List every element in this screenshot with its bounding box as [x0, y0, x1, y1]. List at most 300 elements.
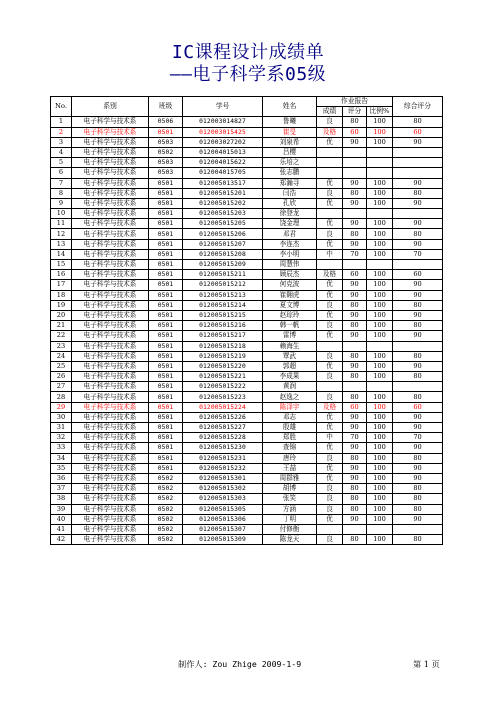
table-row	[51, 219, 443, 229]
cell-name: 郑瀚寻	[263, 178, 317, 188]
cell-total: 60	[393, 127, 443, 137]
table-row	[51, 392, 443, 402]
grades-table	[50, 96, 443, 545]
cell-score: 80	[343, 535, 367, 545]
cell-student-id: 012005015307	[183, 524, 263, 534]
cell-name: 乐培之	[263, 158, 317, 168]
cell-total: 90	[393, 463, 443, 473]
cell-score: 90	[343, 219, 367, 229]
cell-student-id: 012004015622	[183, 158, 263, 168]
cell-total: 90	[393, 331, 443, 341]
cell-grade: 良	[317, 392, 343, 402]
cell-class: 0502	[149, 473, 183, 483]
cell-ratio: 100	[367, 270, 393, 280]
cell-score	[343, 382, 367, 392]
cell-name: 李成果	[263, 372, 317, 382]
table-row	[51, 178, 443, 188]
cell-ratio: 100	[367, 433, 393, 443]
table-row	[51, 188, 443, 198]
table-row	[51, 229, 443, 239]
cell-dept: 电子科学与技术系	[72, 524, 149, 534]
cell-no: 15	[51, 260, 72, 270]
cell-class: 0501	[149, 239, 183, 249]
cell-class: 0506	[149, 117, 183, 127]
cell-name: 付修衡	[263, 524, 317, 534]
cell-grade: 良	[317, 300, 343, 310]
cell-score: 90	[343, 198, 367, 208]
cell-dept: 电子科学与技术系	[72, 514, 149, 524]
cell-student-id: 012005015228	[183, 433, 263, 443]
cell-student-id: 012005015309	[183, 535, 263, 545]
cell-total	[393, 260, 443, 270]
cell-ratio: 100	[367, 198, 393, 208]
cell-dept: 电子科学与技术系	[72, 484, 149, 494]
cell-no: 1	[51, 117, 72, 127]
cell-dept: 电子科学与技术系	[72, 219, 149, 229]
cell-ratio	[367, 209, 393, 219]
cell-name: 刘泉希	[263, 137, 317, 147]
cell-dept: 电子科学与技术系	[72, 382, 149, 392]
cell-no: 37	[51, 484, 72, 494]
cell-class: 0501	[149, 229, 183, 239]
cell-score: 80	[343, 372, 367, 382]
cell-grade: 优	[317, 423, 343, 433]
cell-no: 23	[51, 341, 72, 351]
cell-no: 7	[51, 178, 72, 188]
cell-total: 80	[393, 372, 443, 382]
cell-grade: 优	[317, 473, 343, 483]
cell-grade: 良	[317, 229, 343, 239]
cell-score	[343, 260, 367, 270]
cell-dept: 电子科学与技术系	[72, 423, 149, 433]
cell-ratio: 100	[367, 453, 393, 463]
cell-class: 0501	[149, 341, 183, 351]
cell-name: 殷雄	[263, 423, 317, 433]
cell-score: 90	[343, 137, 367, 147]
cell-dept: 电子科学与技术系	[72, 453, 149, 463]
page-title: IC课程设计成绩单	[171, 42, 325, 63]
cell-grade: 良	[317, 453, 343, 463]
header-dept: 系别	[72, 97, 149, 117]
cell-class: 0501	[149, 321, 183, 331]
cell-no: 3	[51, 137, 72, 147]
cell-total: 90	[393, 310, 443, 320]
cell-score: 90	[343, 412, 367, 422]
cell-no: 24	[51, 351, 72, 361]
cell-dept: 电子科学与技术系	[72, 117, 149, 127]
header-name: 姓名	[263, 97, 317, 117]
cell-total	[393, 168, 443, 178]
cell-dept: 电子科学与技术系	[72, 209, 149, 219]
cell-no: 12	[51, 229, 72, 239]
cell-total	[393, 382, 443, 392]
cell-class: 0501	[149, 453, 183, 463]
cell-ratio	[367, 168, 393, 178]
table-row	[51, 402, 443, 412]
cell-grade: 优	[317, 443, 343, 453]
cell-class: 0501	[149, 372, 183, 382]
cell-dept: 电子科学与技术系	[72, 198, 149, 208]
cell-ratio: 100	[367, 280, 393, 290]
cell-no: 18	[51, 290, 72, 300]
cell-grade: 良	[317, 494, 343, 504]
cell-dept: 电子科学与技术系	[72, 280, 149, 290]
table-row	[51, 412, 443, 422]
cell-grade: 优	[317, 280, 343, 290]
cell-class: 0501	[149, 331, 183, 341]
cell-total: 80	[393, 300, 443, 310]
cell-ratio	[367, 158, 393, 168]
cell-score: 80	[343, 229, 367, 239]
cell-total: 60	[393, 402, 443, 412]
table-row	[51, 158, 443, 168]
page-subtitle: ——电子科学系05级	[169, 64, 327, 85]
cell-name: 崔翱虎	[263, 290, 317, 300]
cell-total	[393, 209, 443, 219]
cell-ratio: 100	[367, 219, 393, 229]
cell-student-id: 012004015013	[183, 147, 263, 157]
cell-class: 0501	[149, 351, 183, 361]
cell-dept: 电子科学与技术系	[72, 392, 149, 402]
cell-name: 徐登龙	[263, 209, 317, 219]
table-row	[51, 372, 443, 382]
table-row	[51, 331, 443, 341]
cell-total: 90	[393, 514, 443, 524]
cell-grade: 良	[317, 372, 343, 382]
cell-ratio: 100	[367, 321, 393, 331]
cell-dept: 电子科学与技术系	[72, 127, 149, 137]
cell-total: 90	[393, 412, 443, 422]
cell-student-id: 012005015212	[183, 280, 263, 290]
header-no: No.	[51, 97, 72, 117]
cell-no: 38	[51, 494, 72, 504]
cell-student-id: 012005015205	[183, 219, 263, 229]
cell-class: 0501	[149, 249, 183, 259]
cell-grade: 良	[317, 535, 343, 545]
cell-ratio: 100	[367, 137, 393, 147]
cell-no: 33	[51, 443, 72, 453]
table-row	[51, 484, 443, 494]
table-row	[51, 321, 443, 331]
cell-name: 陈泽宇	[263, 402, 317, 412]
cell-name: 韩一帆	[263, 321, 317, 331]
cell-grade: 良	[317, 351, 343, 361]
cell-name: 闫浩	[263, 188, 317, 198]
cell-ratio	[367, 524, 393, 534]
table-row	[51, 239, 443, 249]
cell-student-id: 012005015203	[183, 209, 263, 219]
cell-total: 90	[393, 443, 443, 453]
cell-class: 0501	[149, 280, 183, 290]
cell-grade	[317, 524, 343, 534]
cell-class: 0501	[149, 443, 183, 453]
cell-ratio: 100	[367, 484, 393, 494]
cell-ratio: 100	[367, 310, 393, 320]
table-row	[51, 260, 443, 270]
cell-dept: 电子科学与技术系	[72, 310, 149, 320]
cell-name: 唐玲	[263, 453, 317, 463]
cell-total	[393, 341, 443, 351]
cell-dept: 电子科学与技术系	[72, 158, 149, 168]
table-row	[51, 433, 443, 443]
cell-class: 0503	[149, 137, 183, 147]
header-class: 班级	[149, 97, 183, 117]
cell-student-id: 012004015705	[183, 168, 263, 178]
footer-maker: 制作人: Zou Zhige 2009-1-9	[178, 659, 302, 669]
cell-total: 90	[393, 473, 443, 483]
cell-student-id: 012005015214	[183, 300, 263, 310]
cell-no: 17	[51, 280, 72, 290]
cell-total: 90	[393, 280, 443, 290]
cell-name: 何克波	[263, 280, 317, 290]
cell-ratio: 100	[367, 514, 393, 524]
cell-no: 14	[51, 249, 72, 259]
cell-student-id: 012005015220	[183, 361, 263, 371]
cell-student-id: 012005015222	[183, 382, 263, 392]
table-row	[51, 209, 443, 219]
cell-grade: 良	[317, 504, 343, 514]
table-row	[51, 504, 443, 514]
cell-no: 21	[51, 321, 72, 331]
cell-total: 80	[393, 494, 443, 504]
cell-name: 邓志	[263, 412, 317, 422]
cell-total: 90	[393, 198, 443, 208]
cell-name: 丁明	[263, 514, 317, 524]
cell-total	[393, 158, 443, 168]
cell-no: 26	[51, 372, 72, 382]
cell-ratio: 100	[367, 127, 393, 137]
cell-student-id: 012005015231	[183, 453, 263, 463]
cell-grade: 优	[317, 219, 343, 229]
cell-score: 80	[343, 392, 367, 402]
cell-ratio: 100	[367, 423, 393, 433]
cell-student-id: 012005015219	[183, 351, 263, 361]
cell-score: 90	[343, 463, 367, 473]
cell-class: 0501	[149, 412, 183, 422]
cell-dept: 电子科学与技术系	[72, 331, 149, 341]
cell-dept: 电子科学与技术系	[72, 178, 149, 188]
cell-student-id: 012003014827	[183, 117, 263, 127]
cell-no: 42	[51, 535, 72, 545]
cell-student-id: 012005015206	[183, 229, 263, 239]
table-row	[51, 463, 443, 473]
cell-no: 4	[51, 147, 72, 157]
cell-total: 90	[393, 423, 443, 433]
cell-no: 16	[51, 270, 72, 280]
cell-student-id: 012005015202	[183, 198, 263, 208]
cell-name: 周群雅	[263, 473, 317, 483]
cell-student-id: 012005015207	[183, 239, 263, 249]
cell-dept: 电子科学与技术系	[72, 341, 149, 351]
cell-student-id: 012005015303	[183, 494, 263, 504]
cell-total: 80	[393, 188, 443, 198]
cell-ratio: 100	[367, 229, 393, 239]
cell-class: 0502	[149, 494, 183, 504]
cell-dept: 电子科学与技术系	[72, 270, 149, 280]
cell-total: 80	[393, 351, 443, 361]
cell-grade: 中	[317, 433, 343, 443]
table-row	[51, 270, 443, 280]
cell-score: 80	[343, 484, 367, 494]
cell-class: 0502	[149, 484, 183, 494]
cell-name: 陈龙天	[263, 535, 317, 545]
cell-class: 0501	[149, 402, 183, 412]
cell-name: 胡博	[263, 484, 317, 494]
cell-ratio: 100	[367, 402, 393, 412]
grades-table-body	[51, 117, 443, 545]
header-score: 评分	[343, 107, 367, 117]
cell-dept: 电子科学与技术系	[72, 137, 149, 147]
cell-ratio: 100	[367, 473, 393, 483]
cell-name: 查锦	[263, 443, 317, 453]
cell-student-id: 012005015221	[183, 372, 263, 382]
cell-total: 90	[393, 239, 443, 249]
cell-dept: 电子科学与技术系	[72, 290, 149, 300]
cell-name: 邓君	[263, 229, 317, 239]
cell-score: 80	[343, 188, 367, 198]
cell-student-id: 012005015215	[183, 310, 263, 320]
cell-class: 0502	[149, 535, 183, 545]
cell-ratio: 100	[367, 188, 393, 198]
cell-name: 赖海生	[263, 341, 317, 351]
cell-score: 90	[343, 310, 367, 320]
table-row	[51, 514, 443, 524]
cell-student-id: 012005015226	[183, 412, 263, 422]
cell-score: 80	[343, 117, 367, 127]
cell-grade	[317, 260, 343, 270]
cell-class: 0502	[149, 147, 183, 157]
cell-class: 0501	[149, 198, 183, 208]
cell-total: 80	[393, 117, 443, 127]
cell-student-id: 012005015306	[183, 514, 263, 524]
cell-class: 0501	[149, 178, 183, 188]
header-student-id: 学号	[183, 97, 263, 117]
cell-name: 崔旻	[263, 127, 317, 137]
table-row	[51, 280, 443, 290]
cell-dept: 电子科学与技术系	[72, 504, 149, 514]
cell-class: 0501	[149, 270, 183, 280]
cell-grade: 良	[317, 117, 343, 127]
cell-ratio: 100	[367, 117, 393, 127]
cell-score: 80	[343, 504, 367, 514]
table-row	[51, 117, 443, 127]
cell-score	[343, 158, 367, 168]
cell-total: 80	[393, 535, 443, 545]
table-row	[51, 443, 443, 453]
cell-dept: 电子科学与技术系	[72, 372, 149, 382]
cell-score: 70	[343, 433, 367, 443]
cell-student-id: 012003027202	[183, 137, 263, 147]
table-row	[51, 198, 443, 208]
cell-dept: 电子科学与技术系	[72, 229, 149, 239]
cell-ratio	[367, 341, 393, 351]
cell-dept: 电子科学与技术系	[72, 188, 149, 198]
cell-no: 20	[51, 310, 72, 320]
table-row	[51, 168, 443, 178]
table-row	[51, 290, 443, 300]
cell-name: 雷博	[263, 331, 317, 341]
cell-no: 30	[51, 412, 72, 422]
cell-dept: 电子科学与技术系	[72, 535, 149, 545]
cell-ratio: 100	[367, 494, 393, 504]
cell-score: 60	[343, 402, 367, 412]
cell-class: 0503	[149, 168, 183, 178]
cell-ratio: 100	[367, 361, 393, 371]
table-row	[51, 473, 443, 483]
cell-grade	[317, 147, 343, 157]
cell-ratio: 100	[367, 178, 393, 188]
cell-no: 11	[51, 219, 72, 229]
cell-score: 90	[343, 443, 367, 453]
cell-no: 36	[51, 473, 72, 483]
cell-class: 0501	[149, 219, 183, 229]
cell-dept: 电子科学与技术系	[72, 473, 149, 483]
cell-name: 张笑	[263, 494, 317, 504]
cell-class: 0501	[149, 290, 183, 300]
cell-grade: 优	[317, 239, 343, 249]
cell-class: 0501	[149, 188, 183, 198]
cell-name: 张志鹏	[263, 168, 317, 178]
cell-grade: 良	[317, 188, 343, 198]
cell-student-id: 012005013517	[183, 178, 263, 188]
cell-score: 90	[343, 514, 367, 524]
table-row	[51, 382, 443, 392]
cell-score: 90	[343, 473, 367, 483]
cell-score: 70	[343, 249, 367, 259]
cell-class: 0501	[149, 300, 183, 310]
cell-no: 27	[51, 382, 72, 392]
cell-total: 90	[393, 178, 443, 188]
cell-total: 70	[393, 433, 443, 443]
cell-grade: 及格	[317, 270, 343, 280]
cell-name: 赵逸之	[263, 392, 317, 402]
cell-ratio: 100	[367, 300, 393, 310]
header-grade: 成绩	[317, 107, 343, 117]
cell-score: 80	[343, 321, 367, 331]
cell-class: 0502	[149, 514, 183, 524]
cell-no: 32	[51, 433, 72, 443]
cell-ratio: 100	[367, 463, 393, 473]
cell-name: 覃武	[263, 351, 317, 361]
cell-class: 0501	[149, 310, 183, 320]
cell-class: 0501	[149, 433, 183, 443]
cell-grade: 优	[317, 198, 343, 208]
cell-score: 60	[343, 127, 367, 137]
cell-score: 80	[343, 494, 367, 504]
cell-no: 41	[51, 524, 72, 534]
cell-score	[343, 168, 367, 178]
cell-student-id: 012005015302	[183, 484, 263, 494]
table-row	[51, 300, 443, 310]
cell-total	[393, 524, 443, 534]
cell-ratio	[367, 382, 393, 392]
cell-class: 0502	[149, 524, 183, 534]
cell-no: 22	[51, 331, 72, 341]
cell-total: 80	[393, 392, 443, 402]
table-row	[51, 524, 443, 534]
cell-name: 郑胜	[263, 433, 317, 443]
cell-dept: 电子科学与技术系	[72, 463, 149, 473]
table-row	[51, 249, 443, 259]
cell-no: 35	[51, 463, 72, 473]
cell-total: 80	[393, 321, 443, 331]
cell-student-id: 012005015211	[183, 270, 263, 280]
cell-name: 吕樱	[263, 147, 317, 157]
cell-dept: 电子科学与技术系	[72, 168, 149, 178]
cell-name: 李小明	[263, 249, 317, 259]
cell-grade: 优	[317, 331, 343, 341]
cell-class: 0502	[149, 504, 183, 514]
